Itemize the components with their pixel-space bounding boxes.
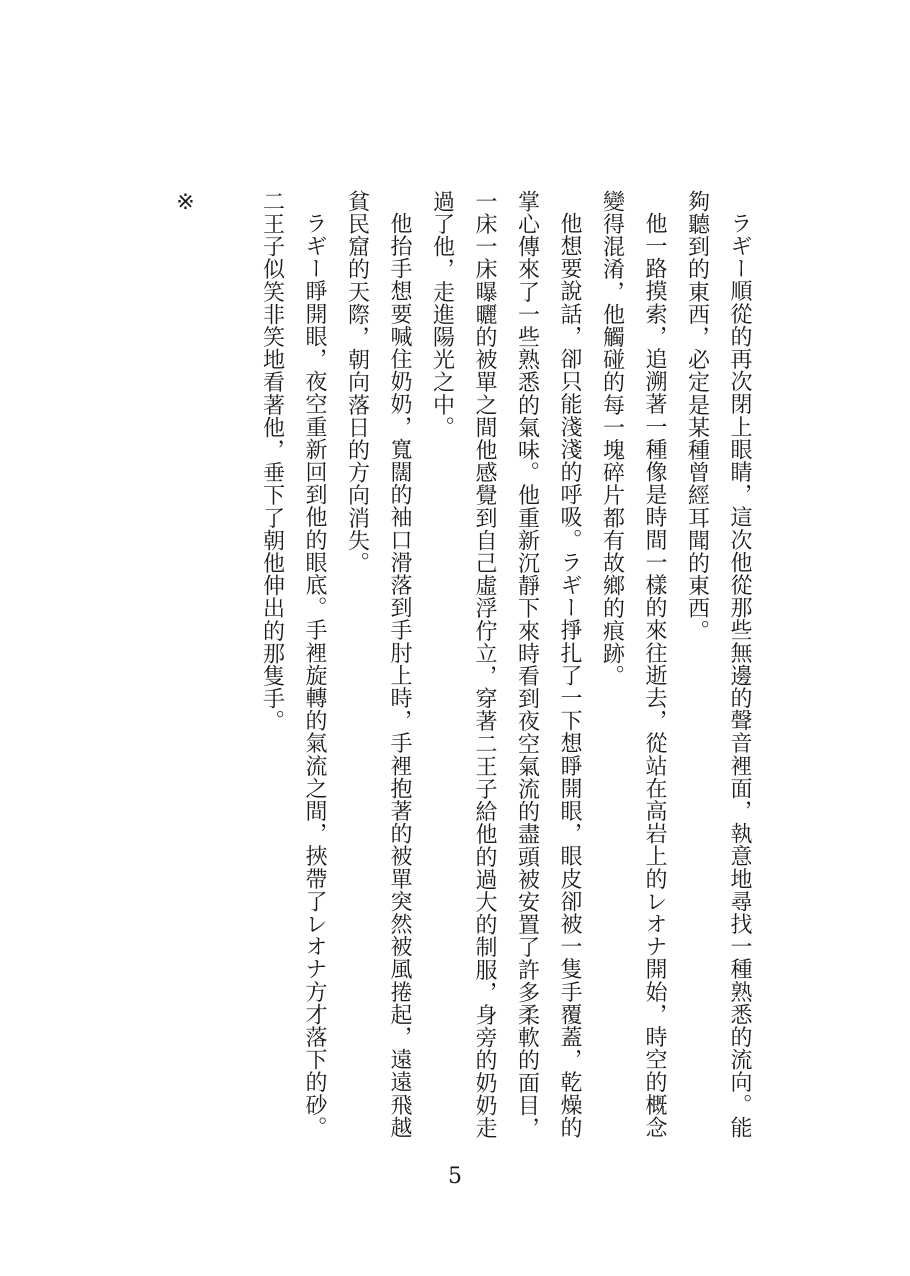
paragraph: 他一路摸索，追溯著一種像是時間一樣的來往逝去，從站在高岩上的レオナ開始，時空的概念變得混淆，他觸碰的每一塊碎片都有故鄉的痕跡。 xyxy=(599,190,667,1139)
paragraph: ラギー順從的再次閉上眼睛，這次他從那些無邊的聲音裡面，執意地尋找一種熟悉的流向。能夠聽到的東西，必定是某種曾經耳聞的東西。 xyxy=(684,190,752,1139)
paragraph: 他想要說話，卻只能淺淺的呼吸。ラギー掙扎了一下想睜開眼，眼皮卻被一隻手覆蓋，乾燥的掌心傳來了一些熟悉的氣味。他重新沉靜下來時看到夜空氣流的盡頭被安置了許多柔軟的面目，一床一床曝曬的被單之間他感覺到自己虛浮佇立，穿著二王子給他的過大的制服，身旁的奶奶走過了他，走進陽光之中。 xyxy=(429,190,582,1140)
page-number: 5 xyxy=(448,1164,462,1189)
paragraph: 他抬手想要喊住奶奶，寬闊的袖口滑落到手肘上時，手裡抱著的被單突然被風捲起，遠遠飛越貧民窟的天際，朝向落日的方向消失。 xyxy=(344,190,412,1139)
vertical-text-body xyxy=(164,190,761,1160)
section-break-mark: ※ xyxy=(173,190,198,216)
paragraph: ラギー睜開眼，夜空重新回到他的眼底。手裡旋轉的氣流之間，挾帶了レオナ方才落下的砂。二王子似笑非笑地看著他，垂下了朝他伸出的那隻手。 xyxy=(259,190,327,1139)
